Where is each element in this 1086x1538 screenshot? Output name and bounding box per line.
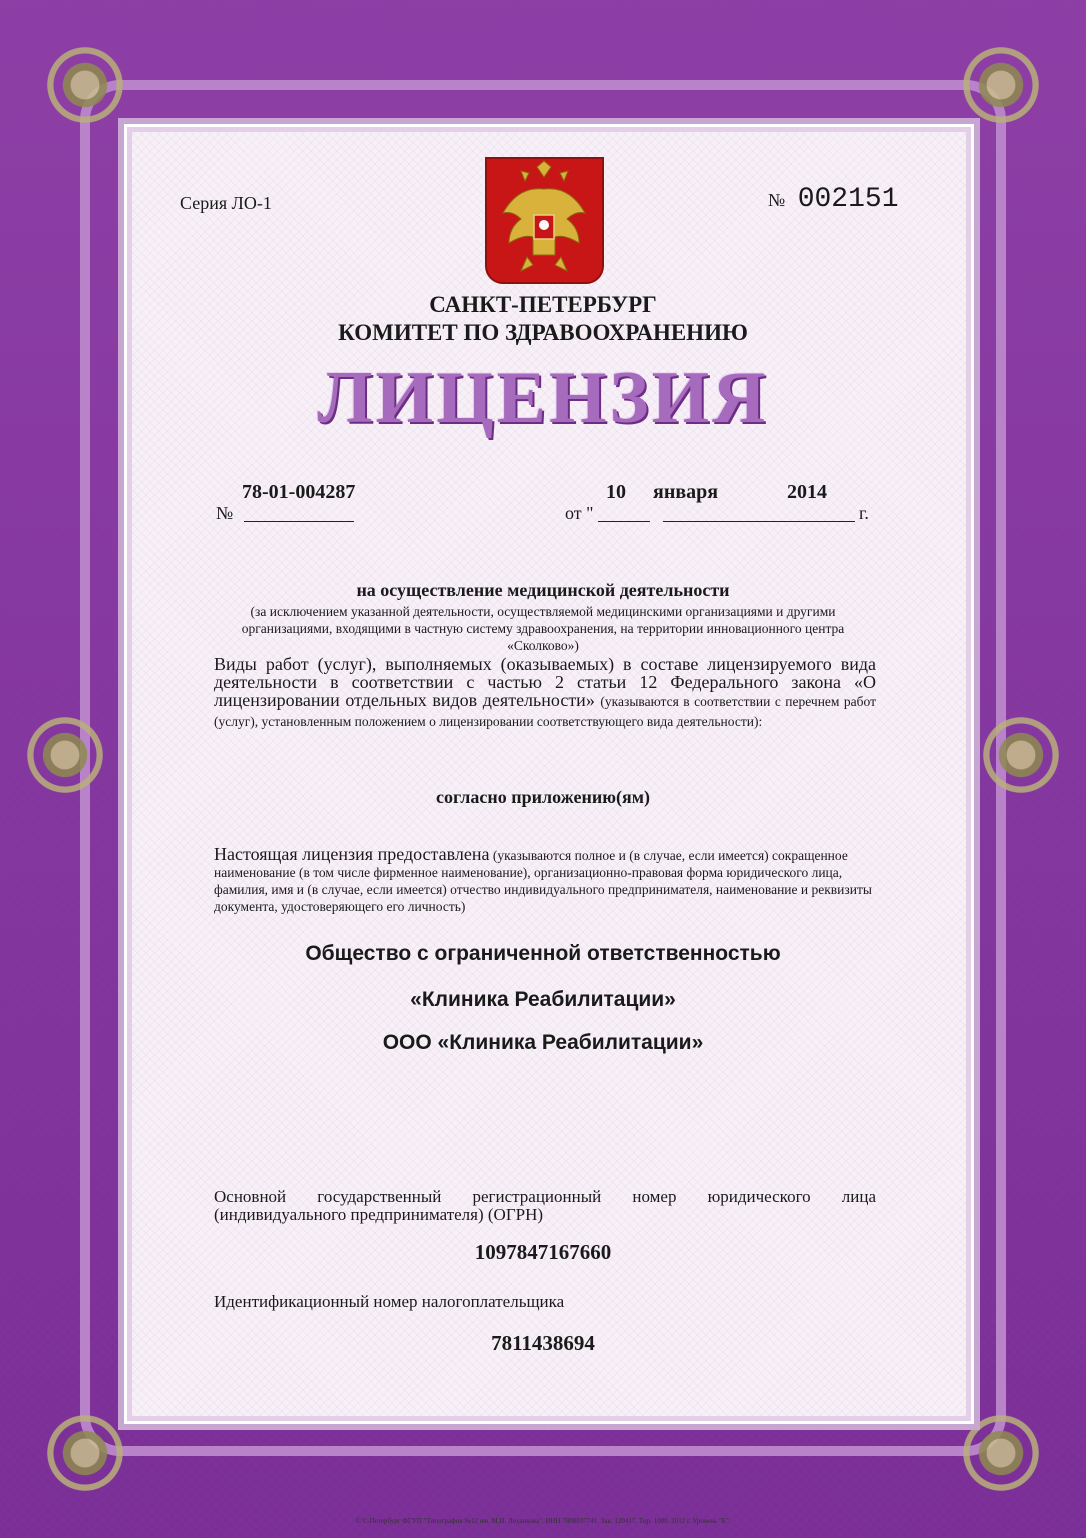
granted-to-block xyxy=(214,846,876,915)
granted-lead: Настоящая лицензия предоставлена xyxy=(214,844,490,864)
organization-form: Общество с ограниченной ответственностью xyxy=(305,942,781,965)
organization-name: «Клиника Реабилитации» xyxy=(410,988,676,1011)
license-year: 2014 xyxy=(787,481,827,503)
form-number xyxy=(768,184,899,215)
ogrn-value: 1097847167660 xyxy=(474,1240,612,1264)
year-suffix: г. xyxy=(859,503,869,523)
works-main-text: Виды работ (услуг), выполняемых (оказываемых) в составе лицензируемого вида деятельности в соответствии с частью 2 статьи 12 Федерального закона «О лицензировании отдельных видов деятельности» xyxy=(214,654,876,710)
license-number-label: № xyxy=(216,503,234,523)
organization-short-name: ООО «Клиника Реабилитации» xyxy=(382,1031,704,1054)
granted-note: (указываются полное и (в случае, если имеется) сокращенное наименование (в том числе фирменное наименование), организационно-правовая форма юридического лица, фамилия, имя и (в случае, если имеется) отчество индивидуального предпринимателя, наименование и реквизиты документа, удостоверяющего его личность) xyxy=(214,848,872,914)
issuer-city: САНКТ-ПЕТЕРБУРГ xyxy=(429,292,657,317)
date-prefix: от " xyxy=(565,503,594,523)
license-number: 78-01-004287 xyxy=(242,481,356,503)
ogrn-label: Основной государственный регистрационный номер юридического лица (индивидуального предпринимателя) (ОГРН) xyxy=(214,1187,876,1224)
date-month-underline xyxy=(663,521,855,522)
inn-value: 7811438694 xyxy=(491,1331,595,1355)
issuer-committee: КОМИТЕТ ПО ЗДРАВООХРАНЕНИЮ xyxy=(338,320,748,345)
activity-title: на осуществление медицинской деятельности xyxy=(356,580,730,600)
form-number-label: № xyxy=(768,190,786,210)
date-day-underline xyxy=(598,521,650,522)
form-number-value: 002151 xyxy=(797,184,899,215)
activity-exclusion: (за исключением указанной деятельности, осуществляемой медицинскими организациями и другими организациями, входящими в частную систему здравоохранения, на территории инновационного центра «Сколково») xyxy=(241,604,845,653)
printer-imprint: © С-Петербург ФГУП "Типография №12 им. М.И. Лоханкова". ИНН 7808037741. Зак. 120417. Тир. 1000. 2012 г. Уровень "Б". xyxy=(355,1517,731,1525)
works-description xyxy=(214,655,876,731)
license-month: января xyxy=(653,481,719,503)
russian-coat-of-arms-icon xyxy=(485,157,604,284)
works-note-text: (указываются в соответствии с перечнем работ (услуг), установленным положением о лицензировании соответствующего вида деятельности): xyxy=(214,694,876,729)
document-title: ЛИЦЕНЗИЯ xyxy=(317,357,769,439)
license-number-underline xyxy=(244,521,354,522)
inn-label: Идентификационный номер налогоплательщика xyxy=(214,1292,565,1311)
according-to-appendix: согласно приложению(ям) xyxy=(436,787,650,807)
series-label: Серия ЛО-1 xyxy=(180,193,272,213)
license-day: 10 xyxy=(606,481,626,503)
